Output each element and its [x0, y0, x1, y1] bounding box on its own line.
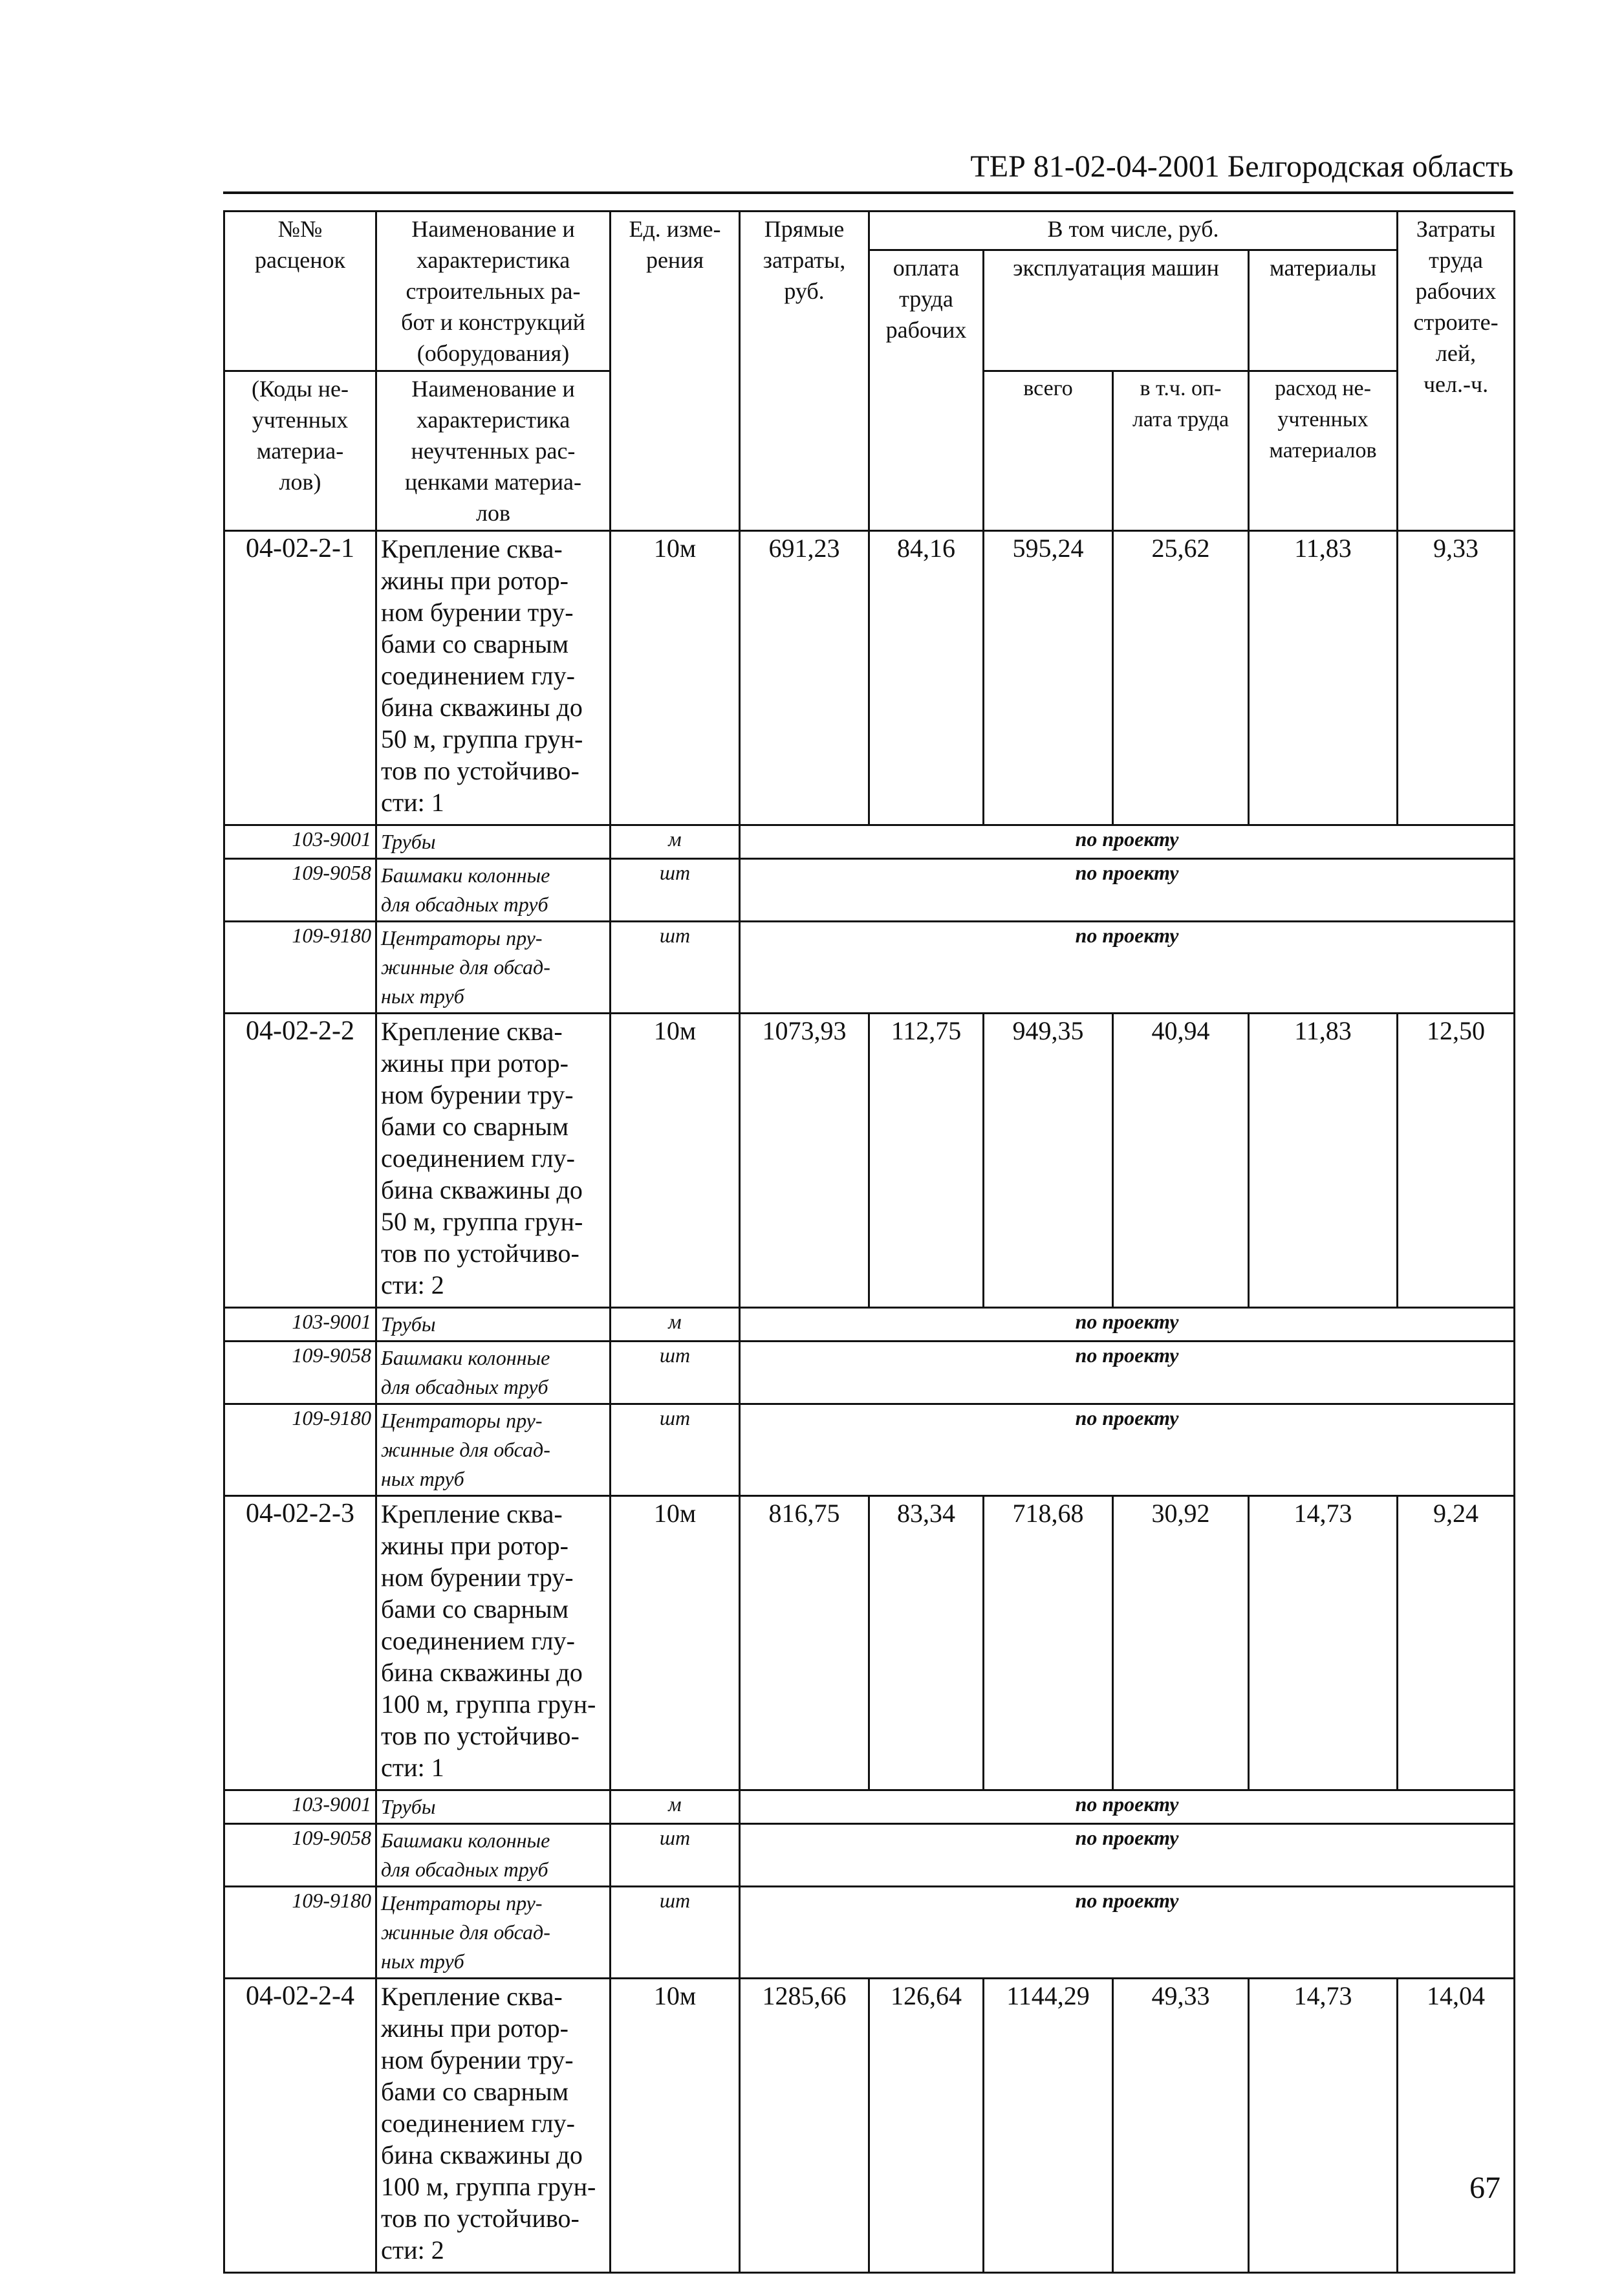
material-code: 103-9001: [224, 1790, 376, 1824]
rate-machines-wages: 30,92: [1113, 1496, 1249, 1790]
material-quantity: по проекту: [740, 1824, 1515, 1887]
col-mach-wage-header: в т.ч. оп- лата труда: [1113, 371, 1249, 531]
col-unit-header: Ед. изме- рения: [611, 212, 740, 531]
rate-name: Крепление сква- жины при ротор- ном бурении тру- бами со сварным соединением глу- бина скважины до 50 м, группа грун- тов по устойчиво- сти: 1: [376, 531, 611, 825]
col-direct-header: Прямые затраты, руб.: [740, 212, 869, 531]
material-unit: шт: [611, 1887, 740, 1979]
material-name: Башмаки колонные для обсадных труб: [376, 1342, 611, 1404]
material-unit: шт: [611, 1404, 740, 1496]
rate-wages: 126,64: [869, 1979, 984, 2273]
rate-direct-costs: 1285,66: [740, 1979, 869, 2273]
rate-labor: 12,50: [1398, 1014, 1515, 1308]
material-unit: шт: [611, 922, 740, 1014]
material-code: 109-9058: [224, 859, 376, 922]
rates-table: [223, 210, 1515, 2274]
material-code: 109-9180: [224, 922, 376, 1014]
rate-labor: 9,33: [1398, 531, 1515, 825]
page-number: 67: [1469, 2171, 1500, 2205]
rate-machines-total: 1144,29: [984, 1979, 1113, 2273]
material-name: Центраторы пру- жинные для обсад- ных труб: [376, 1404, 611, 1496]
unaccounted-material-row: [224, 1308, 1515, 1342]
rate-machines-total: 718,68: [984, 1496, 1113, 1790]
material-name: Трубы: [376, 1308, 611, 1342]
material-code: 109-9058: [224, 1824, 376, 1887]
col-mach-total-header: всего: [984, 371, 1113, 531]
unaccounted-material-row: [224, 825, 1515, 859]
material-name: Центраторы пру- жинные для обсад- ных труб: [376, 922, 611, 1014]
material-quantity: по проекту: [740, 1308, 1515, 1342]
material-unit: шт: [611, 859, 740, 922]
rate-name: Крепление сква- жины при ротор- ном бурении тру- бами со сварным соединением глу- бина скважины до 50 м, группа грун- тов по устойчиво- сти: 2: [376, 1014, 611, 1308]
rate-unit: 10м: [611, 1979, 740, 2273]
rate-row: [224, 1979, 1515, 2273]
rate-labor: 14,04: [1398, 1979, 1515, 2273]
material-code: 103-9001: [224, 825, 376, 859]
material-unit: м: [611, 825, 740, 859]
rate-wages: 112,75: [869, 1014, 984, 1308]
rate-unit: 10м: [611, 1496, 740, 1790]
rate-wages: 84,16: [869, 531, 984, 825]
rate-code: 04-02-2-3: [224, 1496, 376, 1790]
rate-materials: 11,83: [1249, 531, 1398, 825]
rate-direct-costs: 816,75: [740, 1496, 869, 1790]
material-quantity: по проекту: [740, 825, 1515, 859]
col-wages-header: оплата труда рабочих: [869, 250, 984, 531]
material-quantity: по проекту: [740, 1887, 1515, 1979]
col-uname-header: Наименование и характеристика неучтенных рас- ценками материа- лов: [376, 371, 611, 531]
rate-wages: 83,34: [869, 1496, 984, 1790]
rate-unit: 10м: [611, 531, 740, 825]
rate-row: [224, 531, 1515, 825]
unaccounted-material-row: [224, 1790, 1515, 1824]
rate-code: 04-02-2-1: [224, 531, 376, 825]
rate-direct-costs: 1073,93: [740, 1014, 869, 1308]
material-unit: шт: [611, 1824, 740, 1887]
rate-machines-total: 595,24: [984, 531, 1113, 825]
col-including-header: В том числе, руб.: [869, 212, 1398, 250]
unaccounted-material-row: [224, 1887, 1515, 1979]
material-code: 103-9001: [224, 1308, 376, 1342]
document-title: ТЕР 81-02-04-2001 Белгородская область: [970, 149, 1513, 184]
rate-machines-wages: 25,62: [1113, 531, 1249, 825]
material-quantity: по проекту: [740, 1404, 1515, 1496]
rate-row: [224, 1496, 1515, 1790]
col-name-header: Наименование и характеристика строительных ра- бот и конструкций (оборудования): [376, 212, 611, 371]
unaccounted-material-row: [224, 1824, 1515, 1887]
rate-machines-total: 949,35: [984, 1014, 1113, 1308]
material-code: 109-9180: [224, 1404, 376, 1496]
material-code: 109-9180: [224, 1887, 376, 1979]
col-labor-header: Затраты труда рабочих строите- лей, чел.-ч.: [1398, 212, 1515, 531]
material-name: Трубы: [376, 825, 611, 859]
material-name: Трубы: [376, 1790, 611, 1824]
rate-code: 04-02-2-4: [224, 1979, 376, 2273]
material-name: Башмаки колонные для обсадных труб: [376, 859, 611, 922]
material-name: Башмаки колонные для обсадных труб: [376, 1824, 611, 1887]
rate-row: [224, 1014, 1515, 1308]
material-name: Центраторы пру- жинные для обсад- ных труб: [376, 1887, 611, 1979]
rate-materials: 14,73: [1249, 1496, 1398, 1790]
material-quantity: по проекту: [740, 1342, 1515, 1404]
col-code-header: №№ расценок: [224, 212, 376, 371]
rate-name: Крепление сква- жины при ротор- ном бурении тру- бами со сварным соединением глу- бина скважины до 100 м, группа грун- тов по устойчиво- сти: 1: [376, 1496, 611, 1790]
rate-name: Крепление сква- жины при ротор- ном бурении тру- бами со сварным соединением глу- бина скважины до 100 м, группа грун- тов по устойчиво- сти: 2: [376, 1979, 611, 2273]
material-unit: м: [611, 1308, 740, 1342]
unaccounted-material-row: [224, 1342, 1515, 1404]
col-machines-header: эксплуатация машин: [984, 250, 1249, 371]
rate-direct-costs: 691,23: [740, 531, 869, 825]
running-header: [223, 144, 1513, 194]
unaccounted-material-row: [224, 922, 1515, 1014]
rate-materials: 11,83: [1249, 1014, 1398, 1308]
material-quantity: по проекту: [740, 922, 1515, 1014]
rate-materials: 14,73: [1249, 1979, 1398, 2273]
rate-code: 04-02-2-2: [224, 1014, 376, 1308]
rate-unit: 10м: [611, 1014, 740, 1308]
col-materials-header: материалы: [1249, 250, 1398, 371]
col-uconsumption-header: расход не- учтенных материалов: [1249, 371, 1398, 531]
col-ucode-header: (Коды не- учтенных материа- лов): [224, 371, 376, 531]
unaccounted-material-row: [224, 1404, 1515, 1496]
rate-machines-wages: 40,94: [1113, 1014, 1249, 1308]
material-quantity: по проекту: [740, 1790, 1515, 1824]
rate-machines-wages: 49,33: [1113, 1979, 1249, 2273]
material-quantity: по проекту: [740, 859, 1515, 922]
material-unit: м: [611, 1790, 740, 1824]
material-code: 109-9058: [224, 1342, 376, 1404]
unaccounted-material-row: [224, 859, 1515, 922]
material-unit: шт: [611, 1342, 740, 1404]
rate-labor: 9,24: [1398, 1496, 1515, 1790]
